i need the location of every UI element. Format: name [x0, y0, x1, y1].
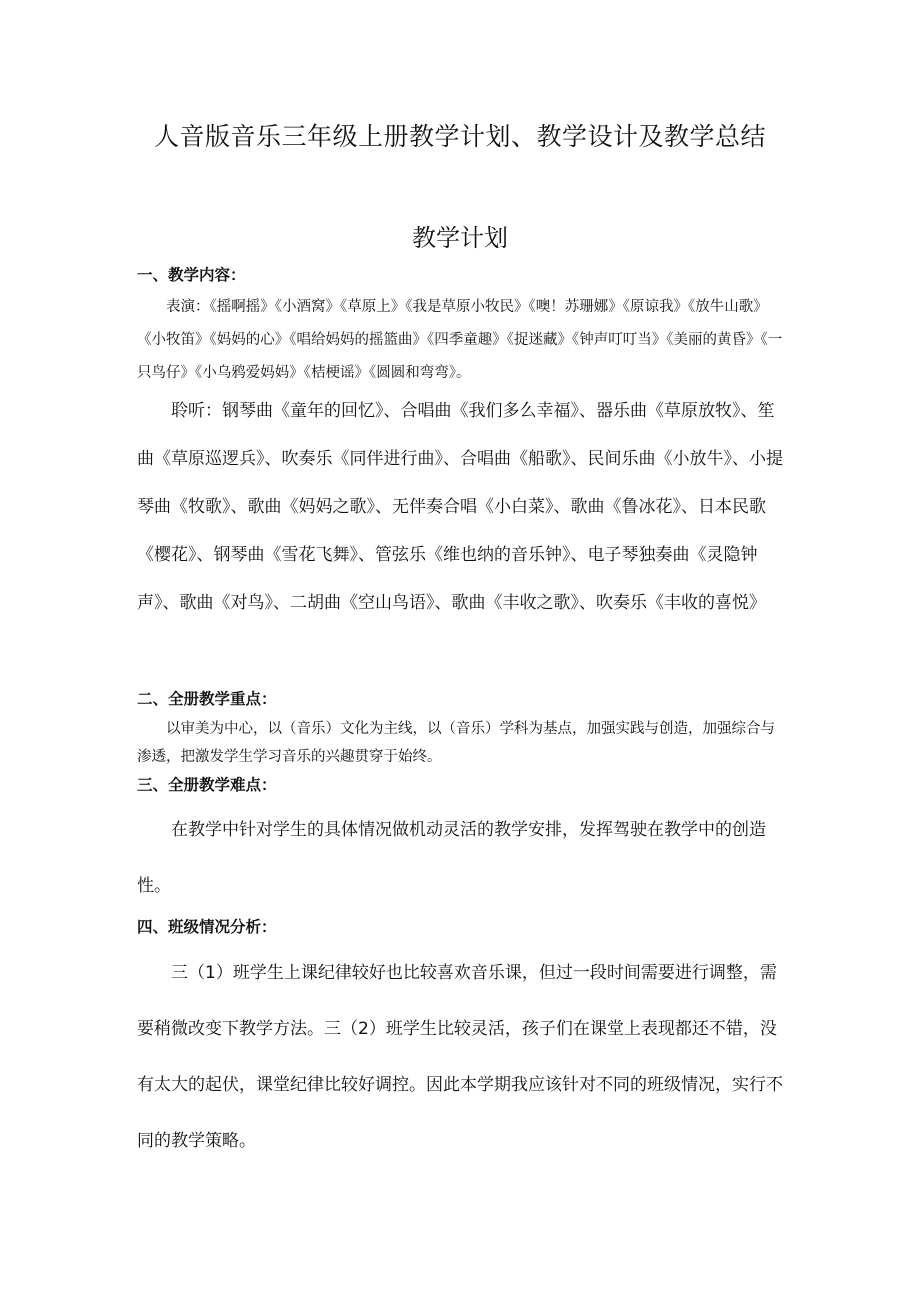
- paragraph-key-points: 以审美为中心，以（音乐）文化为主线，以（音乐）学科为基点，加强实践与创造，加强综合与渗透，把激发学生学习音乐的兴趣贯穿于始终。: [137, 721, 775, 765]
- paragraph-difficulties: 在教学中针对学生的具体情况做机动灵活的教学安排，发挥驾驶在教学中的创造性。: [137, 820, 766, 896]
- paragraph-class-analysis: 三（1）班学生上课纪律较好也比较喜欢音乐课，但过一段时间需要进行调整，需要稍微改变下教学方法。三（2）班学生比较灵活，孩子们在课堂上表现都还不错，没有太大的起伏，课堂纪律比较好调控。因此本学期我应该针对不同的班级情况，实行不同的教学策略。: [137, 963, 783, 1151]
- section-title: 教学计划: [412, 224, 508, 252]
- heading-class-analysis: 四、班级情况分析：: [137, 918, 277, 936]
- heading-difficulties: 三、全册教学难点：: [137, 776, 277, 794]
- document-title: 人音版音乐三年级上册教学计划、教学设计及教学总结: [153, 122, 766, 151]
- heading-teaching-content: 一、教学内容：: [137, 266, 246, 284]
- heading-key-points: 二、全册教学重点：: [137, 690, 277, 708]
- paragraph-listen: 聆听：钢琴曲《童年的回忆》、合唱曲《我们多么幸福》、器乐曲《草原放牧》、笙曲《草原巡逻兵》、吹奏乐《同伴进行曲》、合唱曲《船歌》、民间乐曲《小放牛》、小提琴曲《牧歌》、歌曲《妈妈之歌》、无伴奏合唱《小白菜》、歌曲《鲁冰花》、日本民歌《樱花》、钢琴曲《雪花飞舞》、管弦乐《维也纳的音乐钟》、电子琴独奏曲《灵隐钟声》、歌曲《对鸟》、二胡曲《空山鸟语》、歌曲《丰收之歌》、吹奏乐《丰收的喜悦》: [137, 401, 783, 613]
- paragraph-perform: 表演：《摇啊摇》《小酒窝》《草原上》《我是草原小牧民》《噢！苏珊娜》《原谅我》《放牛山歌》《小牧笛》《妈妈的心》《唱给妈妈的摇篮曲》《四季童趣》《捉迷藏》《钟声叮叮当》《美丽的黄昏》《一只鸟仔》《小乌鸦爱妈妈》《桔梗谣》《圆圆和弯弯》。: [137, 299, 783, 381]
